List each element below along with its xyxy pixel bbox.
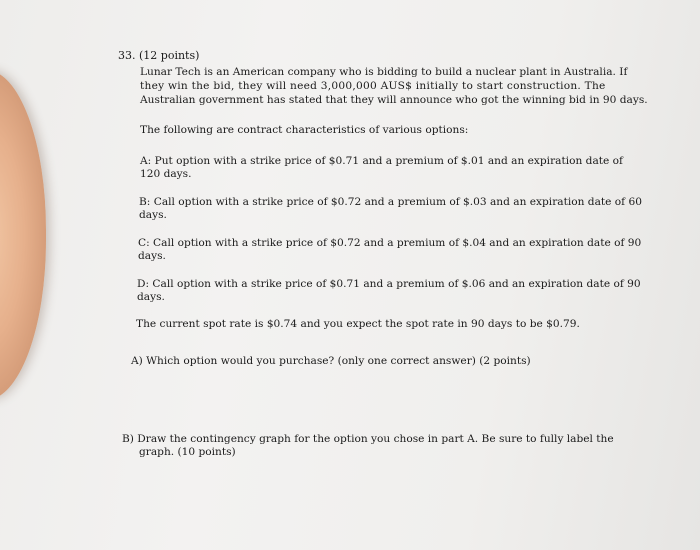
question-number: 33. (12 points): [118, 49, 200, 62]
option-d-line-2: days.: [137, 291, 165, 303]
spot-rate-text: The current spot rate is $0.74 and you expect the spot rate in 90 days to be $0.79.: [136, 318, 580, 330]
intro-line-2: they win the bid, they will need 3,000,000 AUS$ initially to start construction. The: [140, 80, 606, 92]
part-a-prompt: A) Which option would you purchase? (only one correct answer) (2 points): [131, 355, 531, 367]
option-a-line-1: A: Put option with a strike price of $0.71 and a premium of $.01 and an expiration date of: [140, 155, 623, 167]
option-c-line-2: days.: [138, 250, 166, 262]
option-d-line-1: D: Call option with a strike price of $0.71 and a premium of $.06 and an expiration date of 90: [137, 278, 641, 290]
intro-line-3: Australian government has stated that they will announce who got the winning bid in 90 days.: [140, 94, 648, 106]
option-b-line-1: B: Call option with a strike price of $0.72 and a premium of $.03 and an expiration date of 60: [139, 196, 642, 208]
option-c-line-1: C: Call option with a strike price of $0.72 and a premium of $.04 and an expiration date of 90: [138, 237, 642, 249]
part-b-line-2: graph. (10 points): [139, 446, 236, 458]
intro-line-1: Lunar Tech is an American company who is bidding to build a nuclear plant in Australia. If: [140, 66, 628, 78]
option-a-line-2: 120 days.: [140, 168, 192, 180]
part-b-line-1: B) Draw the contingency graph for the option you chose in part A. Be sure to fully label the: [122, 433, 614, 445]
option-b-line-2: days.: [139, 209, 167, 221]
options-heading: The following are contract characteristics of various options:: [140, 124, 469, 136]
